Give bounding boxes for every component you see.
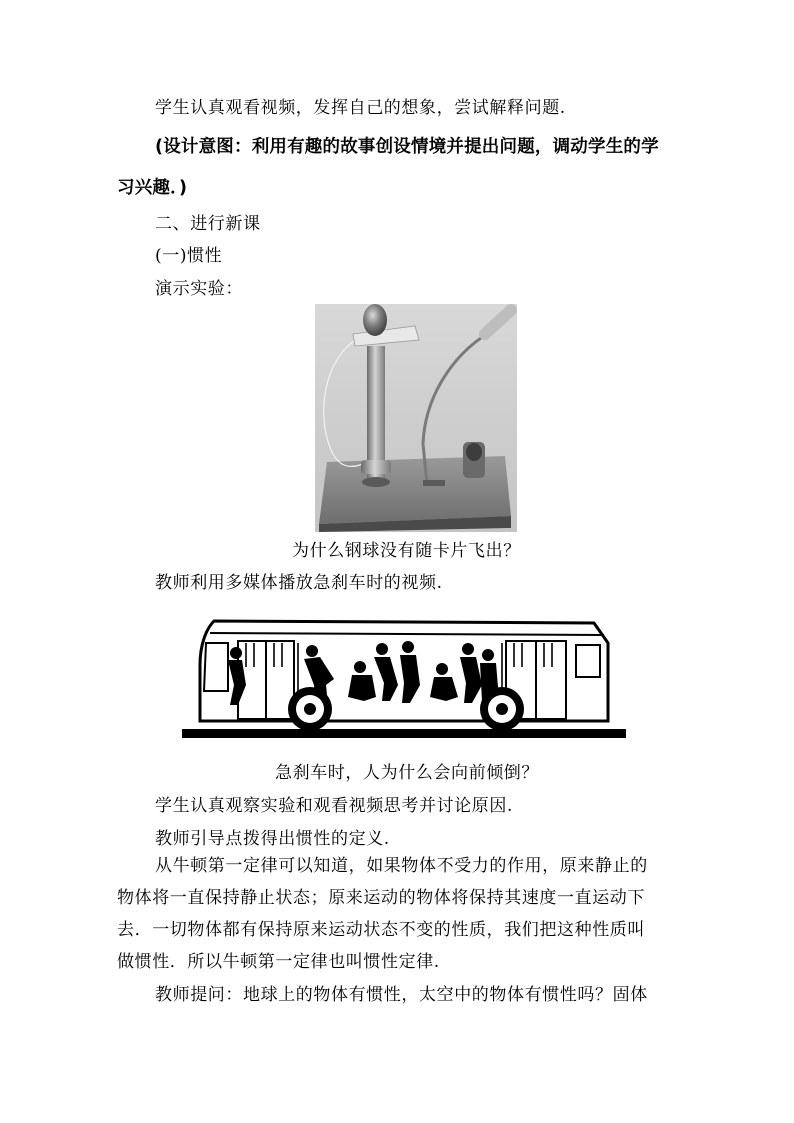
design-intent-line-1: (设计意图：利用有趣的故事创设情境并提出问题，调动学生的学 <box>155 137 659 157</box>
paragraph-newton-line-3: 去．一切物体都有保持原来运动状态不变的性质，我们把这种性质叫 <box>117 920 645 940</box>
paragraph-student-discuss: 学生认真观察实验和观看视频思考并讨论原因. <box>155 796 514 816</box>
paragraph-teacher-video: 教师利用多媒体播放急刹车时的视频. <box>155 573 443 593</box>
bus-caption: 急刹车时，人为什么会向前倾倒？ <box>275 763 539 783</box>
paragraph-newton-line-2: 物体将一直保持静止状态；原来运动的物体将保持其速度一直运动下 <box>117 888 645 908</box>
apparatus-caption: 为什么钢球没有随卡片飞出？ <box>292 541 521 561</box>
paragraph-newton-line-4: 做惯性．所以牛顿第一定律也叫惯性定律. <box>117 952 440 972</box>
inertia-apparatus-photo <box>315 304 517 532</box>
paragraph-teacher-question: 教师提问：地球上的物体有惯性，太空中的物体有惯性吗？固体 <box>155 985 648 1005</box>
design-intent-line-2: 习兴趣．) <box>117 178 188 198</box>
demo-experiment-label: 演示实验： <box>155 279 243 299</box>
paragraph-student-watch: 学生认真观看视频，发挥自己的想象，尝试解释问题. <box>155 98 566 118</box>
paragraph-teacher-guide: 教师引导点拨得出惯性的定义. <box>155 829 390 849</box>
paragraph-newton-line-1: 从牛顿第一定律可以知道，如果物体不受力的作用，原来静止的 <box>155 856 648 876</box>
bus-braking-illustration <box>176 605 630 750</box>
section-heading: 二、进行新课 <box>155 214 261 234</box>
subsection-heading-inertia: (一)惯性 <box>155 246 223 266</box>
